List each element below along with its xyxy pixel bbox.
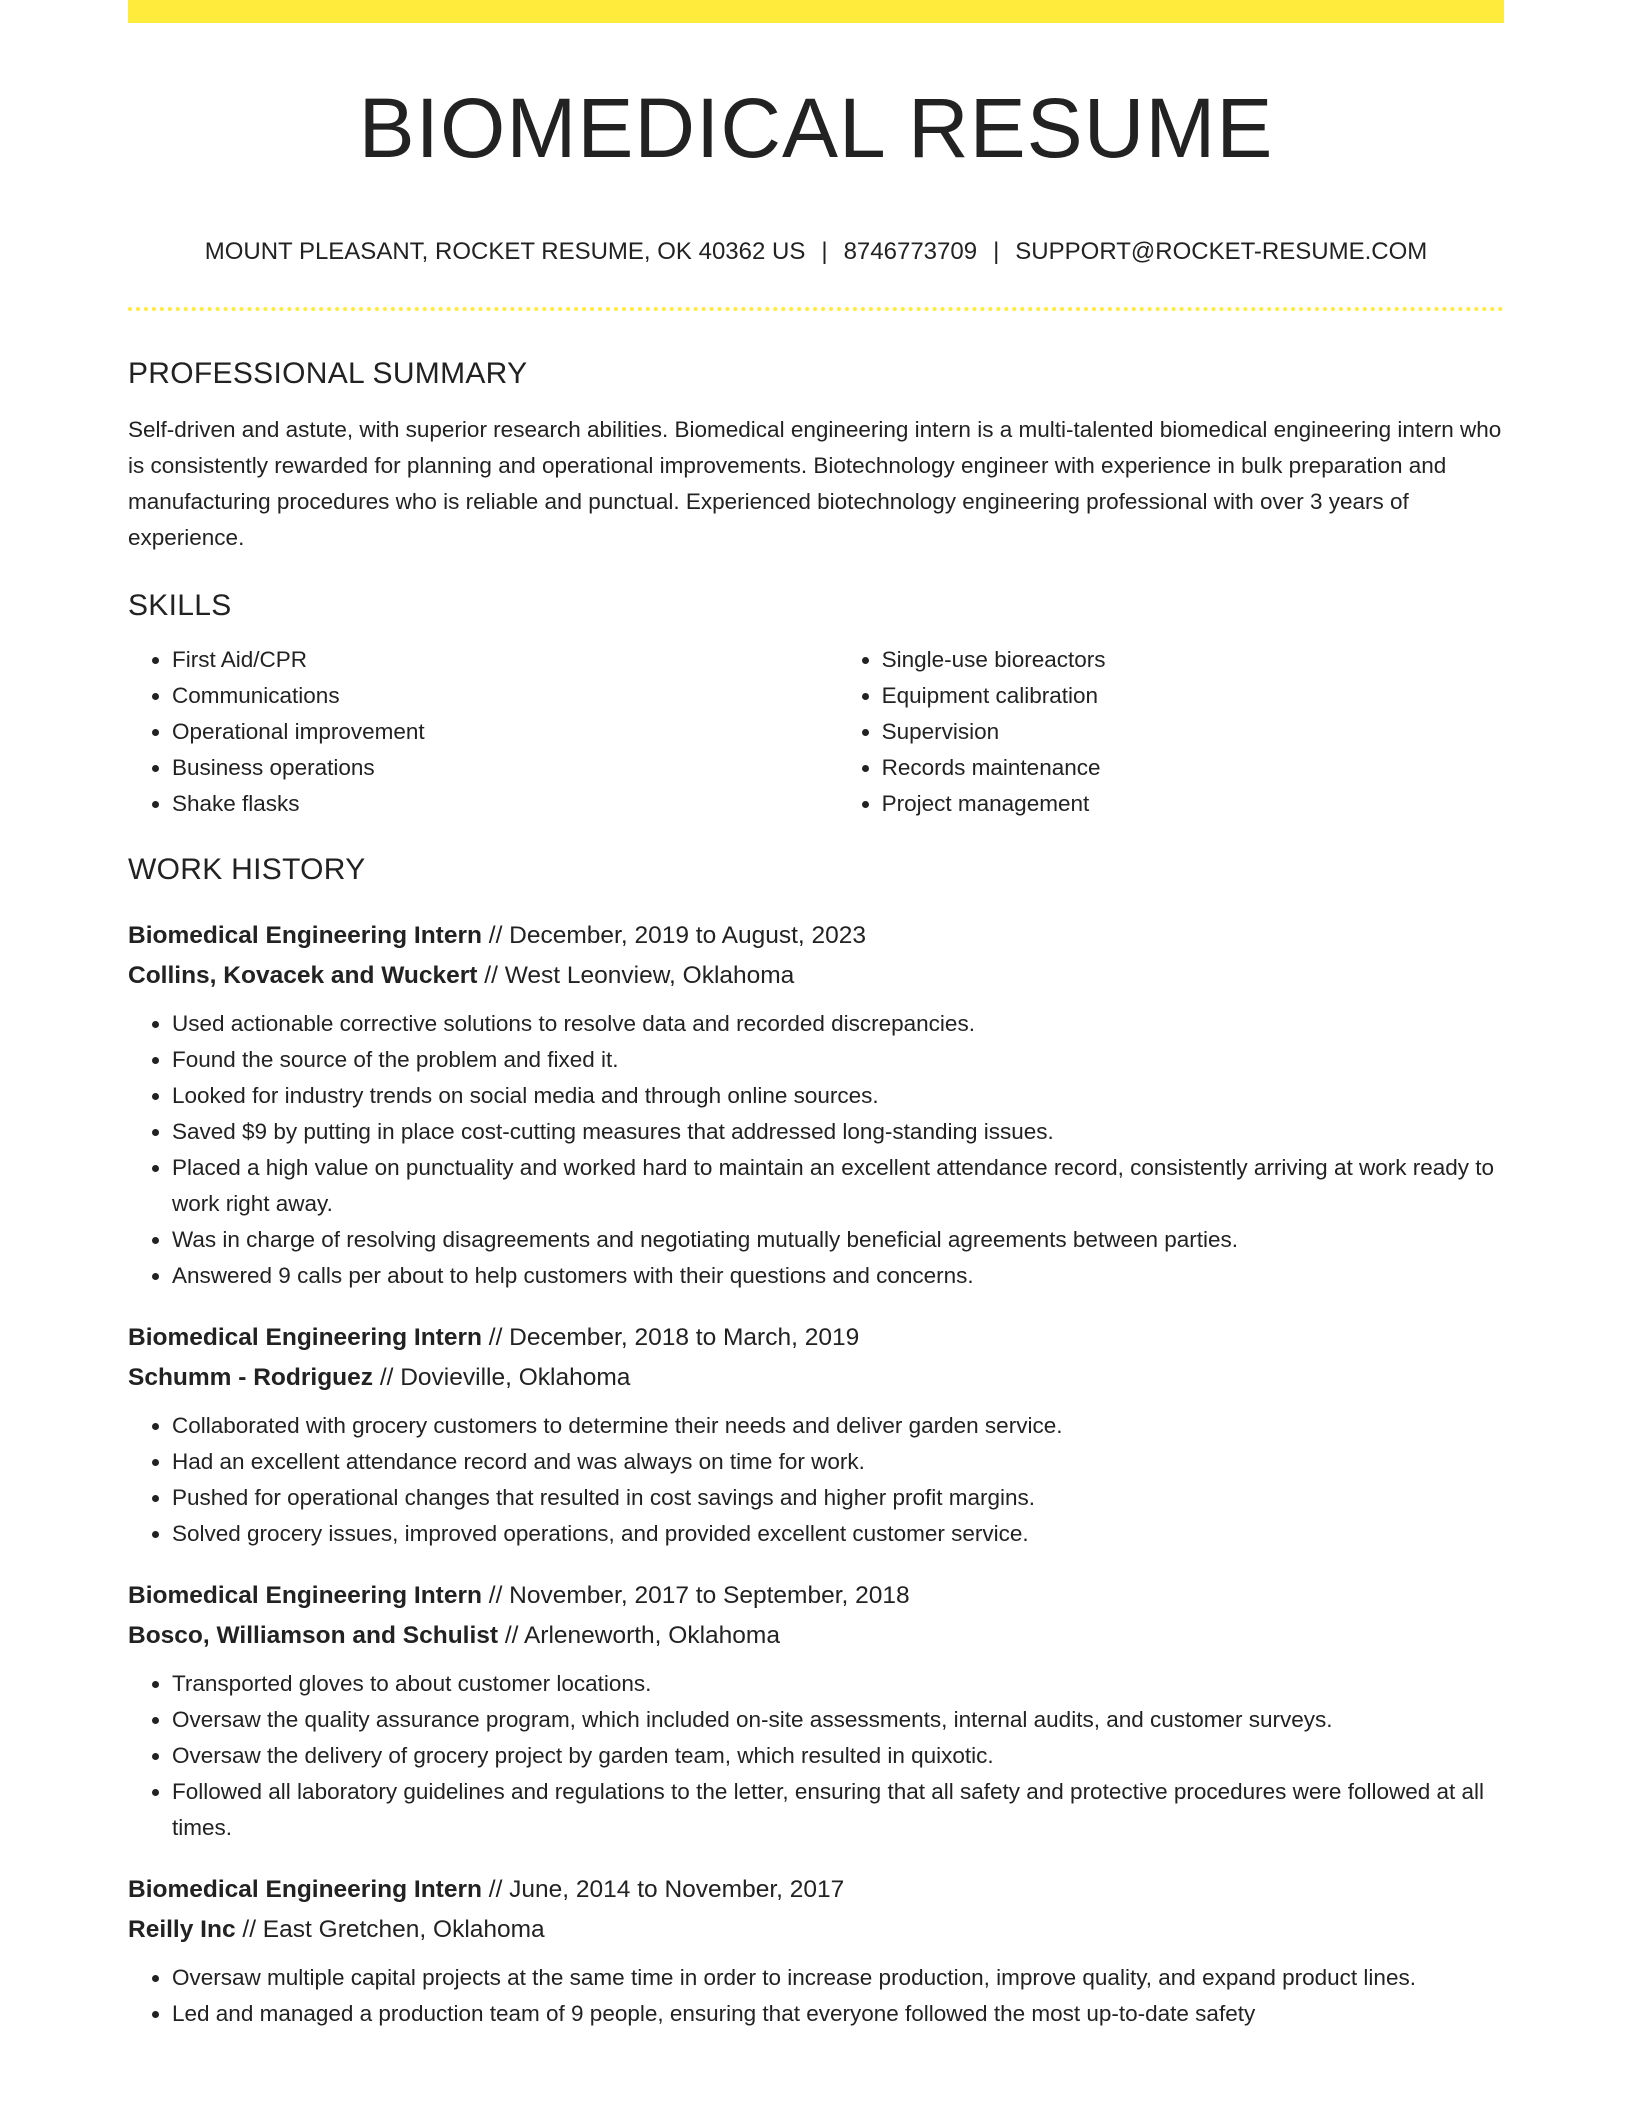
job-entry bbox=[128, 1576, 1504, 1846]
job-bullet: • Saved $9 by putting in place cost-cutting measures that addressed long-standing issues. bbox=[172, 1114, 1504, 1150]
job-bullet: • Collaborated with grocery customers to determine their needs and deliver garden service. bbox=[172, 1408, 1504, 1444]
skill-item: • Business operations bbox=[172, 750, 838, 786]
skill-item: • Single-use bioreactors bbox=[882, 642, 1504, 678]
skill-item: • Shake flasks bbox=[172, 786, 838, 822]
resume-content bbox=[128, 352, 1504, 2032]
job-bullet: • Answered 9 calls per about to help customers with their questions and concerns. bbox=[172, 1258, 1504, 1294]
job-company-line bbox=[128, 1910, 1504, 1950]
job-bullet: • Solved grocery issues, improved operations, and provided excellent customer service. bbox=[172, 1516, 1504, 1552]
summary-heading: PROFESSIONAL SUMMARY bbox=[128, 357, 528, 390]
skills-column-right bbox=[838, 642, 1504, 822]
job-bullet: • Used actionable corrective solutions to resolve data and recorded discrepancies. bbox=[172, 1006, 1504, 1042]
job-title: Biomedical Engineering Intern bbox=[128, 922, 482, 949]
dotted-divider bbox=[128, 307, 1504, 311]
work-history-heading: WORK HISTORY bbox=[128, 853, 366, 886]
job-title: Biomedical Engineering Intern bbox=[128, 1324, 482, 1351]
skills-list bbox=[128, 642, 1504, 822]
job-bullets bbox=[128, 1006, 1504, 1294]
job-bullet: • Placed a high value on punctuality and worked hard to maintain an excellent attendance record, consistently arriving at work ready to work right away. bbox=[172, 1150, 1504, 1222]
contact-address: MOUNT PLEASANT, ROCKET RESUME, OK 40362 US bbox=[204, 238, 806, 265]
skills-heading: SKILLS bbox=[128, 589, 232, 622]
job-bullet: • Found the source of the problem and fixed it. bbox=[172, 1042, 1504, 1078]
summary-text: Self-driven and astute, with superior research abilities. Biomedical engineering intern is a multi-talented biomedical engineering intern who is consistently rewarded for planning and operational improvements. Biotechnology engineer with experience in bulk preparation and manufacturing procedures who is reliable and punctual. Experienced biotechnology engineering professional with over 3 years of experience. bbox=[128, 417, 1502, 550]
job-dates: // December, 2019 to August, 2023 bbox=[481, 922, 867, 949]
job-bullet: • Led and managed a production team of 9 people, ensuring that everyone followed the most up-to-date safety bbox=[172, 1996, 1504, 2032]
job-bullet: • Had an excellent attendance record and was always on time for work. bbox=[172, 1444, 1504, 1480]
job-company-line bbox=[128, 1616, 1504, 1656]
top-accent-bar bbox=[128, 0, 1504, 23]
contact-line bbox=[128, 236, 1504, 268]
job-bullet: • Followed all laboratory guidelines and regulations to the letter, ensuring that all safety and protective procedures were followed at all times. bbox=[172, 1774, 1504, 1846]
contact-separator: | bbox=[993, 238, 1000, 265]
job-title-line bbox=[128, 916, 1504, 956]
job-bullet: • Oversaw the quality assurance program, which included on-site assessments, internal audits, and customer surveys. bbox=[172, 1702, 1504, 1738]
job-bullets bbox=[128, 1666, 1504, 1846]
job-bullet: • Oversaw the delivery of grocery project by garden team, which resulted in quixotic. bbox=[172, 1738, 1504, 1774]
job-bullet: • Transported gloves to about customer locations. bbox=[172, 1666, 1504, 1702]
job-location: // Arleneworth, Oklahoma bbox=[498, 1622, 780, 1649]
job-company-line bbox=[128, 956, 1504, 996]
job-title-line bbox=[128, 1870, 1504, 1910]
skill-item: • Communications bbox=[172, 678, 838, 714]
job-bullet: • Was in charge of resolving disagreements and negotiating mutually beneficial agreements between parties. bbox=[172, 1222, 1504, 1258]
job-location: // West Leonview, Oklahoma bbox=[477, 962, 795, 989]
job-company: Reilly Inc bbox=[128, 1916, 236, 1943]
job-bullet: • Oversaw multiple capital projects at the same time in order to increase production, improve quality, and expand product lines. bbox=[172, 1960, 1504, 1996]
job-location: // East Gretchen, Oklahoma bbox=[235, 1916, 545, 1943]
job-location: // Dovieville, Oklahoma bbox=[373, 1364, 631, 1391]
resume-title: BIOMEDICAL RESUME bbox=[358, 81, 1274, 175]
job-entry bbox=[128, 1870, 1504, 2032]
job-company: Bosco, Williamson and Schulist bbox=[128, 1622, 499, 1649]
job-company: Schumm - Rodriguez bbox=[128, 1364, 374, 1391]
job-company: Collins, Kovacek and Wuckert bbox=[128, 962, 478, 989]
contact-separator: | bbox=[821, 238, 828, 265]
job-title: Biomedical Engineering Intern bbox=[128, 1582, 482, 1609]
job-title-line bbox=[128, 1576, 1504, 1616]
skill-item: • Records maintenance bbox=[882, 750, 1504, 786]
skill-item: • Operational improvement bbox=[172, 714, 838, 750]
job-company-line bbox=[128, 1358, 1504, 1398]
job-entry bbox=[128, 1318, 1504, 1552]
job-entry bbox=[128, 916, 1504, 1294]
contact-phone: 8746773709 bbox=[843, 238, 978, 265]
job-dates: // November, 2017 to September, 2018 bbox=[481, 1582, 910, 1609]
job-dates: // December, 2018 to March, 2019 bbox=[481, 1324, 860, 1351]
skill-item: • Project management bbox=[882, 786, 1504, 822]
skill-item: • First Aid/CPR bbox=[172, 642, 838, 678]
job-bullets bbox=[128, 1408, 1504, 1552]
contact-email: SUPPORT@ROCKET-RESUME.COM bbox=[1015, 238, 1428, 265]
job-bullet: • Pushed for operational changes that resulted in cost savings and higher profit margins. bbox=[172, 1480, 1504, 1516]
job-title: Biomedical Engineering Intern bbox=[128, 1876, 482, 1903]
job-title-line bbox=[128, 1318, 1504, 1358]
skill-item: • Equipment calibration bbox=[882, 678, 1504, 714]
job-bullets bbox=[128, 1960, 1504, 2032]
job-dates: // June, 2014 to November, 2017 bbox=[481, 1876, 845, 1903]
skill-item: • Supervision bbox=[882, 714, 1504, 750]
skills-column-left bbox=[128, 642, 838, 822]
job-bullet: • Looked for industry trends on social media and through online sources. bbox=[172, 1078, 1504, 1114]
